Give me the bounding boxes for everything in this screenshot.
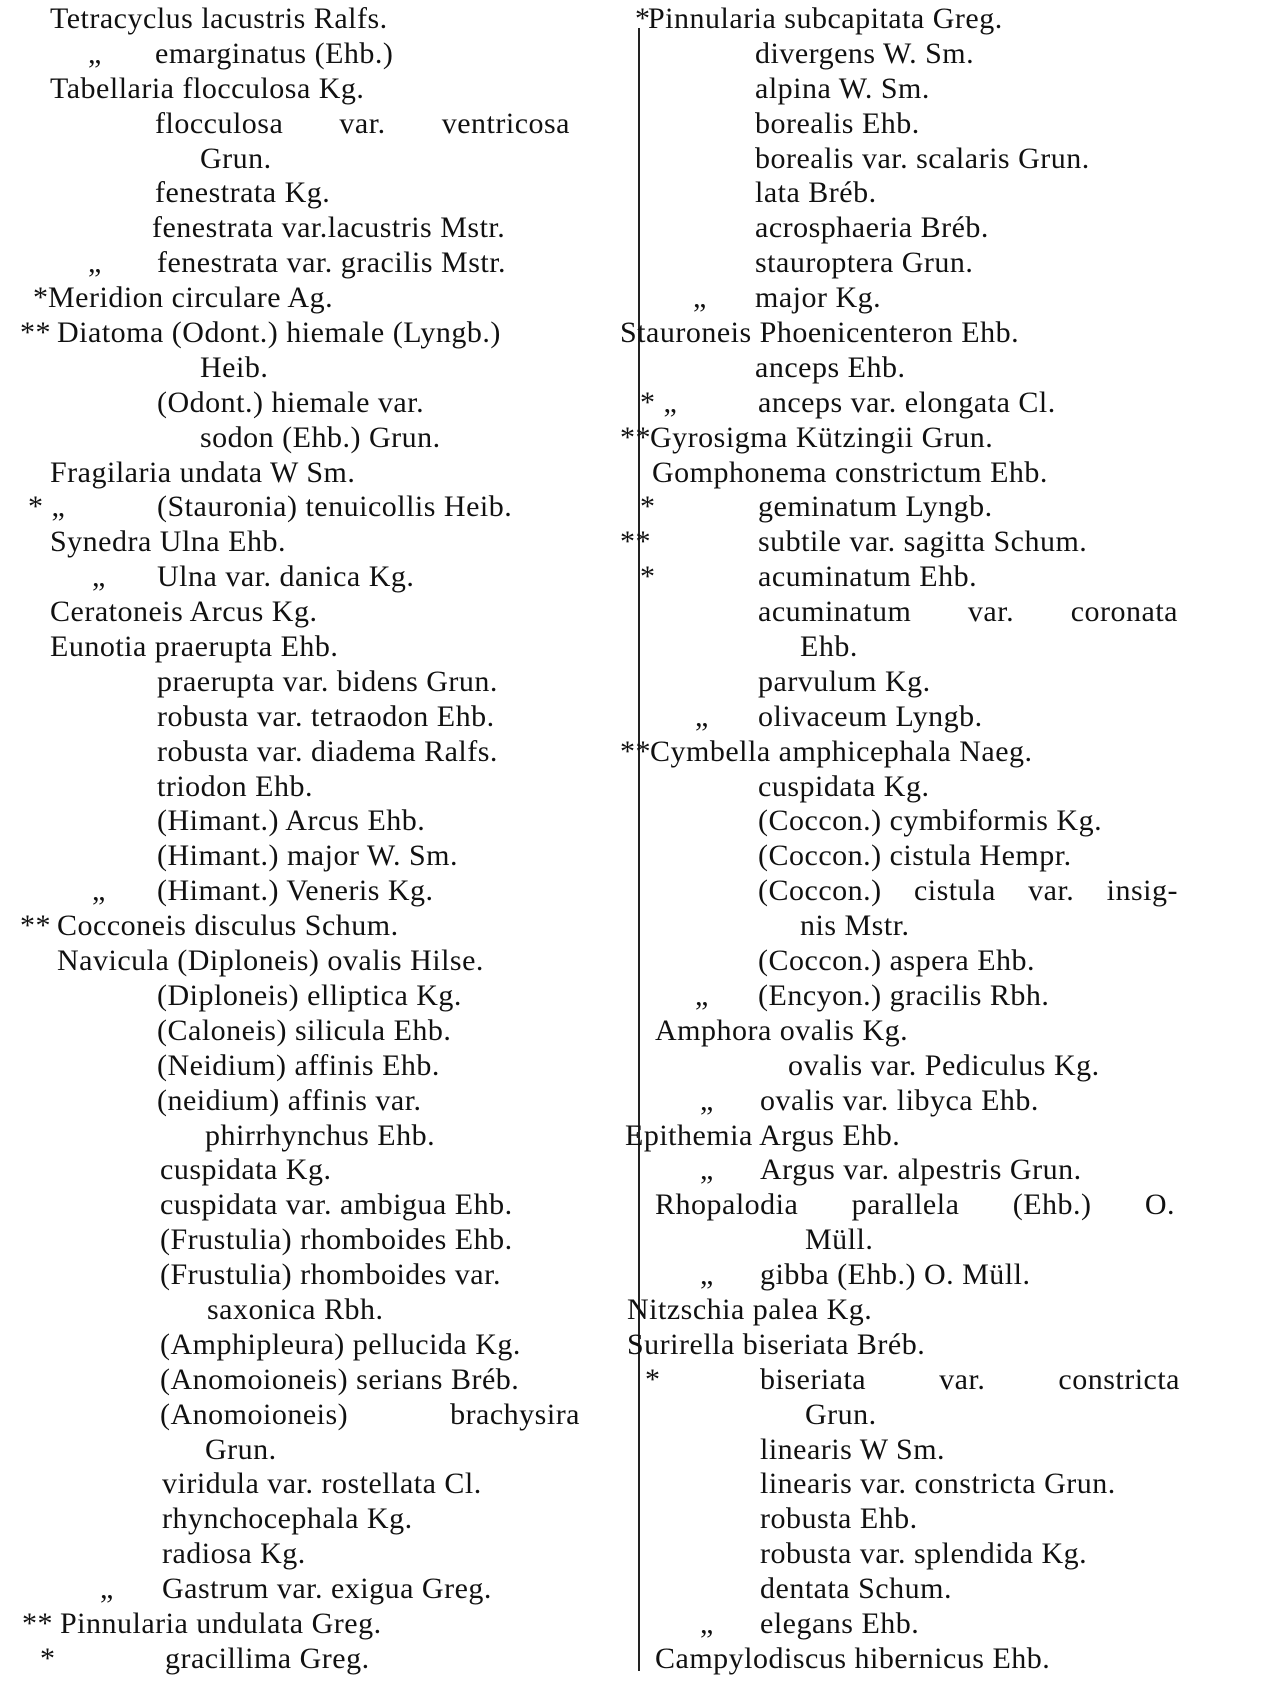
- list-item: [660, 37, 1286, 72]
- species-name: Gomphonema constrictum Ehb.: [652, 455, 1048, 489]
- annotation-mark: **: [20, 316, 51, 350]
- annotation-mark: **: [620, 525, 651, 559]
- annotation-mark: **: [20, 909, 51, 943]
- species-name: robusta var. tetraodon Ehb.: [157, 699, 495, 733]
- list-item: [660, 839, 1286, 874]
- species-name: robusta var. diadema Ralfs.: [157, 734, 498, 768]
- species-name: Navicula (Diploneis) ovalis Hilse.: [57, 944, 484, 978]
- species-name: viridula var. rostellata Cl.: [162, 1467, 482, 1501]
- species-name: Cymbella amphicephala Naeg.: [650, 734, 1033, 768]
- list-item: [660, 1467, 1286, 1502]
- species-name: Grun.: [205, 1432, 277, 1466]
- list-item: [660, 176, 1286, 211]
- species-name: (Frustulia) rhomboides var.: [160, 1258, 501, 1292]
- list-item: [640, 385, 1286, 421]
- list-item: [0, 1188, 640, 1223]
- list-item: [0, 909, 640, 944]
- annotation-mark: **: [620, 420, 651, 454]
- list-item: [0, 1398, 640, 1433]
- species-name: (Anomoioneis) brachysira: [160, 1397, 580, 1431]
- list-item: [620, 525, 1286, 560]
- list-item: [660, 1607, 1286, 1642]
- list-item: [620, 420, 1286, 456]
- species-name: Pinnularia undulata Greg.: [60, 1606, 382, 1640]
- species-name: parvulum Kg.: [758, 664, 931, 698]
- species-name: sodon (Ehb.) Grun.: [200, 420, 441, 454]
- list-item: [660, 1084, 1286, 1119]
- list-item: [0, 1467, 640, 1502]
- species-name: Fragilaria undata W Sm.: [50, 455, 356, 489]
- species-name: Stauroneis Phoenicenteron Ehb.: [620, 316, 1020, 350]
- species-name: cuspidata Kg.: [758, 769, 930, 803]
- annotation-mark: „: [695, 978, 709, 1012]
- species-name: fenestrata var.lacustris Mstr.: [152, 211, 506, 245]
- list-item: [660, 281, 1286, 316]
- species-name: Pinnularia subcapitata Greg.: [648, 2, 1003, 35]
- annotation-mark: „: [700, 1258, 714, 1292]
- species-name: gracillima Greg.: [165, 1641, 370, 1675]
- species-name: acuminatum Ehb.: [758, 560, 978, 594]
- list-item: [0, 281, 640, 316]
- list-item: [660, 1433, 1286, 1468]
- species-name: triodon Ehb.: [157, 769, 313, 803]
- species-name: Argus var. alpestris Grun.: [760, 1153, 1082, 1187]
- species-name: acrosphaeria Bréb.: [755, 211, 989, 245]
- list-item: [655, 1188, 1286, 1223]
- list-item: [0, 456, 640, 491]
- species-name: Synedra Ulna Ehb.: [50, 525, 286, 559]
- species-name: Grun.: [805, 1397, 877, 1431]
- list-item: [0, 595, 640, 630]
- list-item: [660, 804, 1286, 839]
- list-item: [652, 455, 1286, 491]
- species-name: robusta var. splendida Kg.: [760, 1537, 1088, 1571]
- species-name: lata Bréb.: [755, 176, 877, 210]
- list-item: [0, 1537, 640, 1572]
- list-item: [0, 316, 640, 351]
- species-name: (Encyon.) gracilis Rbh.: [758, 978, 1050, 1012]
- species-name: linearis W Sm.: [760, 1432, 946, 1466]
- annotation-mark: * „: [640, 385, 678, 419]
- species-name: nis Mstr.: [800, 909, 910, 943]
- list-item: [660, 142, 1286, 177]
- list-item: [660, 211, 1286, 246]
- species-name: (Himant.) Arcus Ehb.: [157, 804, 426, 838]
- list-item: [0, 1642, 640, 1677]
- list-item: [655, 1641, 1286, 1677]
- species-name: phirrhynchus Ehb.: [205, 1118, 436, 1152]
- list-item: [627, 1327, 1286, 1363]
- species-name: subtile var. sagitta Schum.: [758, 525, 1088, 559]
- species-name: geminatum Lyngb.: [758, 490, 993, 524]
- species-name: Heib.: [200, 350, 269, 384]
- list-item: [660, 665, 1286, 700]
- species-name: cuspidata Kg.: [160, 1153, 332, 1187]
- species-name: fenestrata Kg.: [155, 176, 331, 210]
- list-item: [0, 1223, 640, 1258]
- species-name: major Kg.: [755, 281, 882, 315]
- annotation-mark: *: [635, 2, 651, 35]
- list-item: [660, 1258, 1286, 1293]
- species-name: (Anomoioneis) serians Bréb.: [160, 1362, 520, 1396]
- list-item: [0, 1014, 640, 1049]
- list-item: [0, 1049, 640, 1084]
- species-name: divergens W. Sm.: [755, 36, 975, 70]
- annotation-mark: „: [92, 560, 106, 594]
- species-name: biseriata var. constricta: [760, 1362, 1180, 1396]
- annotation-mark: „: [92, 874, 106, 908]
- list-item: [635, 2, 1286, 37]
- list-item: [660, 770, 1286, 805]
- species-name: Gyrosigma Kützingii Grun.: [650, 420, 994, 454]
- list-item: [660, 1537, 1286, 1572]
- species-name: (Himant.) Veneris Kg.: [157, 874, 434, 908]
- species-name: Cocconeis disculus Schum.: [57, 909, 399, 943]
- list-item: [660, 107, 1286, 142]
- list-item: [0, 1433, 640, 1468]
- species-name: Müll.: [805, 1223, 874, 1257]
- list-item: [0, 142, 640, 177]
- list-item: [660, 700, 1286, 735]
- list-item: [620, 316, 1286, 351]
- species-name: dentata Schum.: [760, 1572, 952, 1606]
- species-name: (Frustulia) rhomboides Ehb.: [160, 1223, 513, 1257]
- annotation-mark: „: [700, 1083, 714, 1117]
- annotation-mark: *: [640, 560, 656, 594]
- species-name: (Coccon.) aspera Ehb.: [758, 944, 1036, 978]
- annotation-mark: * „: [28, 490, 66, 524]
- species-name: Ehb.: [800, 630, 858, 664]
- list-item: [0, 1084, 640, 1119]
- list-item: [0, 2, 640, 37]
- list-item: [0, 804, 640, 839]
- species-name: (Stauronia) tenuicollis Heib.: [157, 490, 513, 524]
- species-name: borealis Ehb.: [755, 106, 920, 140]
- annotation-mark: **: [22, 1606, 53, 1640]
- species-name: (Odont.) hiemale var.: [157, 385, 425, 419]
- list-item: [0, 1572, 640, 1607]
- list-item: [0, 1153, 640, 1188]
- species-name: Campylodiscus hibernicus Ehb.: [655, 1641, 1051, 1675]
- species-name: Gastrum var. exigua Greg.: [162, 1572, 492, 1606]
- species-name: Surirella biseriata Bréb.: [627, 1327, 926, 1361]
- species-name: praerupta var. bidens Grun.: [157, 664, 498, 698]
- list-item: [660, 1502, 1286, 1537]
- species-name: (Coccon.) cistula Hempr.: [758, 839, 1072, 873]
- species-name: Eunotia praerupta Ehb.: [50, 630, 339, 664]
- species-name: Grun.: [200, 141, 272, 175]
- species-name: (neidium) affinis var.: [157, 1083, 422, 1117]
- species-name: robusta Ehb.: [760, 1502, 918, 1536]
- annotation-mark: *: [40, 1641, 56, 1675]
- species-name: ovalis var. libyca Ehb.: [760, 1083, 1039, 1117]
- list-item: [0, 1607, 640, 1642]
- species-name: Rhopalodia parallela (Ehb.) O.: [655, 1188, 1175, 1222]
- list-item: [627, 1292, 1286, 1328]
- list-item: [660, 351, 1286, 386]
- list-item: [0, 700, 640, 735]
- list-item: [660, 1572, 1286, 1607]
- list-item: [655, 1013, 1286, 1049]
- list-item: [0, 1328, 640, 1363]
- list-item: [0, 979, 640, 1014]
- left-column: [0, 2, 640, 1677]
- annotation-mark: *: [645, 1362, 661, 1396]
- species-name: Tabellaria flocculosa Kg.: [50, 71, 365, 105]
- list-item: [660, 909, 1286, 944]
- annotation-mark: *: [640, 490, 656, 524]
- species-name: radiosa Kg.: [162, 1537, 306, 1571]
- species-name: (Amphipleura) pellucida Kg.: [160, 1327, 521, 1361]
- list-item: [0, 525, 640, 560]
- list-item: [640, 490, 1286, 525]
- annotation-mark: „: [88, 36, 102, 70]
- list-item: [0, 211, 640, 246]
- species-name: Meridion circulare Ag.: [48, 281, 334, 315]
- list-item: [640, 560, 1286, 595]
- annotation-mark: „: [700, 1153, 714, 1187]
- list-item: [0, 490, 640, 525]
- species-name: ovalis var. Pediculus Kg.: [788, 1048, 1100, 1082]
- species-name: borealis var. scalaris Grun.: [755, 141, 1090, 175]
- species-name: elegans Ehb.: [760, 1606, 920, 1640]
- list-item: [660, 246, 1286, 281]
- annotation-mark: „: [695, 699, 709, 733]
- list-item: [0, 839, 640, 874]
- list-item: [620, 734, 1286, 770]
- list-item: [0, 421, 640, 456]
- species-name: Epithemia Argus Ehb.: [625, 1118, 901, 1152]
- list-item: [0, 176, 640, 211]
- species-name: (Coccon.) cymbiformis Kg.: [758, 804, 1103, 838]
- list-item: [660, 595, 1286, 630]
- species-name: olivaceum Lyngb.: [758, 699, 983, 733]
- species-name: linearis var. constricta Grun.: [760, 1467, 1116, 1501]
- species-name: stauroptera Grun.: [755, 246, 974, 280]
- list-item: [660, 1153, 1286, 1188]
- list-item: [0, 735, 640, 770]
- species-name: Ulna var. danica Kg.: [157, 560, 415, 594]
- list-item: [660, 72, 1286, 107]
- species-name: gibba (Ehb.) O. Müll.: [760, 1258, 1031, 1292]
- list-item: [660, 630, 1286, 665]
- annotation-mark: *: [33, 281, 49, 315]
- annotation-mark: „: [88, 246, 102, 280]
- species-name: (Caloneis) silicula Ehb.: [157, 1013, 452, 1047]
- list-item: [660, 1049, 1286, 1084]
- list-item: [0, 72, 640, 107]
- list-item: [0, 1293, 640, 1328]
- list-item: [660, 1398, 1286, 1433]
- list-item: [0, 1258, 640, 1293]
- list-item: [0, 560, 640, 595]
- species-name: anceps Ehb.: [755, 350, 906, 384]
- species-name: (Coccon.) cistula var. insig-: [758, 874, 1178, 908]
- list-item: [660, 874, 1286, 909]
- list-item: [660, 944, 1286, 979]
- list-item: [0, 944, 640, 979]
- list-item: [0, 386, 640, 421]
- list-item: [0, 107, 640, 142]
- species-name: rhynchocephala Kg.: [162, 1502, 413, 1536]
- list-item: [0, 246, 640, 281]
- species-name: cuspidata var. ambigua Ehb.: [160, 1188, 513, 1222]
- right-column: [620, 2, 1286, 1677]
- species-name: (Diploneis) elliptica Kg.: [157, 978, 462, 1012]
- list-item: [0, 770, 640, 805]
- species-name: (Neidium) affinis Ehb.: [157, 1048, 440, 1082]
- species-name: fenestrata var. gracilis Mstr.: [157, 246, 507, 280]
- list-item: [0, 1363, 640, 1398]
- annotation-mark: „: [100, 1572, 114, 1606]
- list-item: [0, 1119, 640, 1154]
- list-item: [660, 1223, 1286, 1258]
- annotation-mark: **: [620, 734, 651, 768]
- annotation-mark: „: [693, 281, 707, 315]
- species-name: Tetracyclus lacustris Ralfs.: [50, 2, 388, 35]
- species-name: Nitzschia palea Kg.: [627, 1292, 873, 1326]
- list-item: [0, 874, 640, 909]
- species-name: saxonica Rbh.: [207, 1292, 384, 1326]
- list-item: [0, 630, 640, 665]
- species-name: Amphora ovalis Kg.: [655, 1013, 909, 1047]
- list-item: [625, 1118, 1286, 1154]
- list-item: [645, 1362, 1286, 1398]
- list-item: [0, 37, 640, 72]
- list-item: [660, 979, 1286, 1014]
- species-name: Ceratoneis Arcus Kg.: [50, 595, 318, 629]
- species-name: alpina W. Sm.: [755, 71, 930, 105]
- species-name: emarginatus (Ehb.): [155, 36, 394, 70]
- species-name: (Himant.) major W. Sm.: [157, 839, 458, 873]
- species-name: Diatoma (Odont.) hiemale (Lyngb.): [57, 316, 501, 350]
- list-item: [0, 1502, 640, 1537]
- species-name: anceps var. elongata Cl.: [758, 385, 1056, 419]
- species-name: acuminatum var. coronata: [758, 595, 1178, 629]
- list-item: [0, 351, 640, 386]
- species-name: flocculosa var. ventricosa: [155, 106, 570, 140]
- annotation-mark: „: [700, 1606, 714, 1640]
- list-item: [0, 665, 640, 700]
